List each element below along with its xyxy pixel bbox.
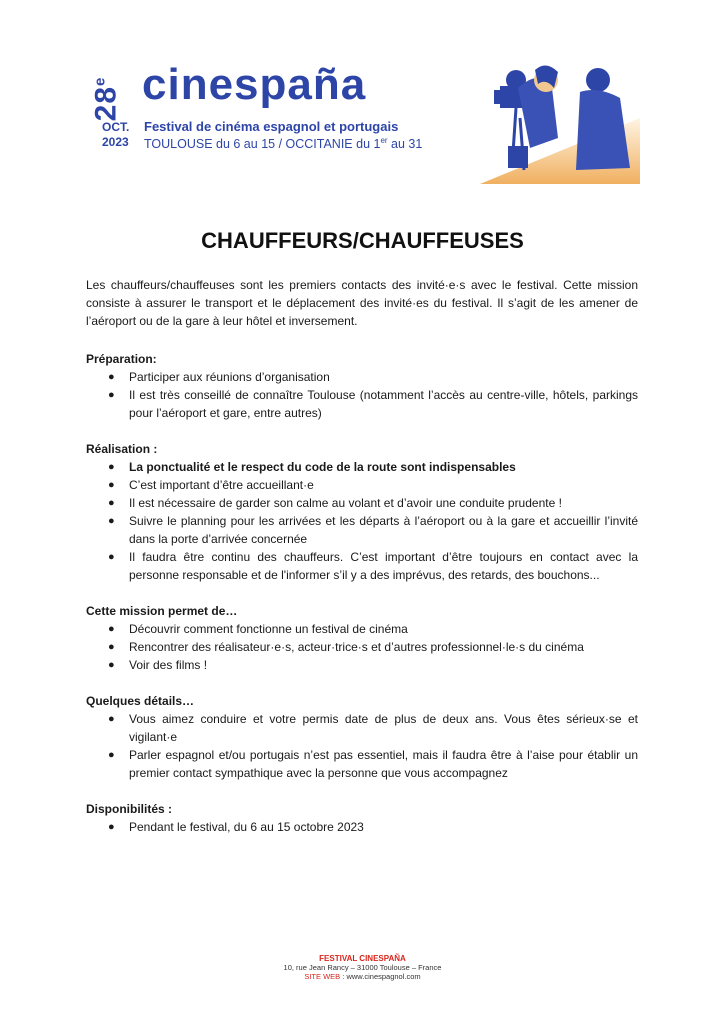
bullet-icon: ●	[108, 461, 115, 473]
page-title: CHAUFFEURS/CHAUFFEUSES	[201, 228, 524, 253]
footer-web-link[interactable]: : www.cinespagnol.com	[340, 972, 421, 981]
list-item-text: La ponctualité et le respect du code de la route sont indispensables	[129, 460, 516, 474]
list-item	[86, 512, 638, 548]
list-item	[86, 818, 638, 836]
dates-sup: er	[380, 136, 388, 145]
list-item	[86, 458, 638, 476]
list-item	[86, 548, 638, 584]
list-item-text: Pendant le festival, du 6 au 15 octobre 2023	[129, 820, 364, 834]
section-title: Cette mission permet de…	[86, 604, 238, 618]
footer-website	[0, 972, 725, 981]
list-item	[86, 476, 638, 494]
festival-photo	[480, 58, 640, 184]
intro-paragraph: Les chauffeurs/chauffeuses sont les premiers contacts des invité·e·s avec le festival. Cette mission consiste à assurer le transport et le déplacement des invité·es du festival. Il s’agit de les amener de l’aéroport ou de la gare à leur hôtel et inversement.	[86, 278, 638, 328]
document-body	[86, 276, 638, 854]
bullet-list	[86, 710, 638, 782]
page-footer	[0, 954, 725, 981]
dates-end: au 31	[387, 137, 423, 152]
bullet-icon: ●	[108, 479, 115, 491]
list-item-text: Il faudra être continu des chauffeurs. C’est important d’être toujours en contact avec la personne responsable et de l'informer s’il y a des imprévus, des retards, des bouchons...	[129, 550, 638, 582]
list-item	[86, 746, 638, 782]
year-label: 2023	[102, 135, 129, 149]
month-label: OCT.	[102, 120, 130, 134]
list-item-text: Découvrir comment fonctionne un festival de cinéma	[129, 622, 408, 636]
bullet-list	[86, 368, 638, 422]
festival-subtitle: Festival de cinéma espagnol et portugais	[144, 119, 399, 134]
bullet-icon: ●	[108, 497, 115, 509]
date-block	[102, 120, 129, 150]
bullet-list	[86, 620, 638, 674]
list-item-text: Il est très conseillé de connaître Toulouse (notamment l’accès au centre-ville, hôtels, parkings pour l’aéroport et gare, entre autres)	[129, 388, 638, 420]
list-item	[86, 368, 638, 386]
bullet-icon: ●	[108, 623, 115, 635]
bullet-icon: ●	[108, 821, 115, 833]
list-item	[86, 494, 638, 512]
festival-dates	[144, 136, 422, 151]
list-item	[86, 656, 638, 674]
list-item-text: Parler espagnol et/ou portugais n’est pas essentiel, mais il faudra être à l’aise pour établir un premier contact sympathique avec la personne que vous accompagnez	[129, 748, 638, 780]
section-title: Réalisation :	[86, 442, 158, 456]
list-item-text: Vous aimez conduire et votre permis date de plus de deux ans. Vous êtes sérieux·se et vigilant·e	[129, 712, 638, 744]
bullet-list	[86, 818, 638, 836]
list-item-text: Suivre le planning pour les arrivées et les départs à l’aéroport ou à la gare et accueillir l’invité dans la porte d’arrivée concernée	[129, 514, 638, 546]
section-realisation	[86, 440, 638, 584]
section-preparation	[86, 350, 638, 422]
section-title: Disponibilités :	[86, 802, 173, 816]
footer-address: 10, rue Jean Rancy – 31000 Toulouse – France	[283, 963, 442, 972]
festival-logo: cinespaña	[142, 60, 367, 109]
list-item-text: Il est nécessaire de garder son calme au volant et d’avoir une conduite prudente !	[129, 496, 562, 510]
section-benefits	[86, 602, 638, 674]
list-item-text: Participer aux réunions d’organisation	[129, 370, 330, 384]
festival-header	[89, 58, 640, 184]
edition-value: 28	[89, 85, 123, 122]
list-item-text: C’est important d’être accueillant·e	[129, 478, 314, 492]
bullet-icon: ●	[108, 371, 115, 383]
bullet-icon: ●	[108, 515, 115, 527]
list-item-text: Rencontrer des réalisateur·e·s, acteur·trice·s et d’autres professionnel·le·s du cinéma	[129, 640, 584, 654]
list-item-text: Voir des films !	[129, 658, 208, 672]
section-details	[86, 692, 638, 782]
list-item	[86, 710, 638, 746]
bullet-icon: ●	[108, 389, 115, 401]
edition-sup: e	[91, 76, 109, 86]
list-item	[86, 620, 638, 638]
footer-web-label: SITE WEB	[304, 972, 341, 981]
bullet-icon: ●	[108, 551, 115, 563]
section-title: Préparation:	[86, 352, 157, 366]
bullet-icon: ●	[108, 749, 115, 761]
list-item	[86, 638, 638, 656]
edition-number	[89, 64, 138, 124]
bullet-list	[86, 458, 638, 584]
dates-main: TOULOUSE du 6 au 15 / OCCITANIE du 1	[144, 137, 381, 152]
bullet-icon: ●	[108, 713, 115, 725]
footer-name: FESTIVAL CINESPAÑA	[319, 954, 406, 963]
list-item	[86, 386, 638, 422]
bullet-icon: ●	[108, 659, 115, 671]
section-availability	[86, 800, 638, 836]
section-title: Quelques détails…	[86, 694, 195, 708]
bullet-icon: ●	[108, 641, 115, 653]
